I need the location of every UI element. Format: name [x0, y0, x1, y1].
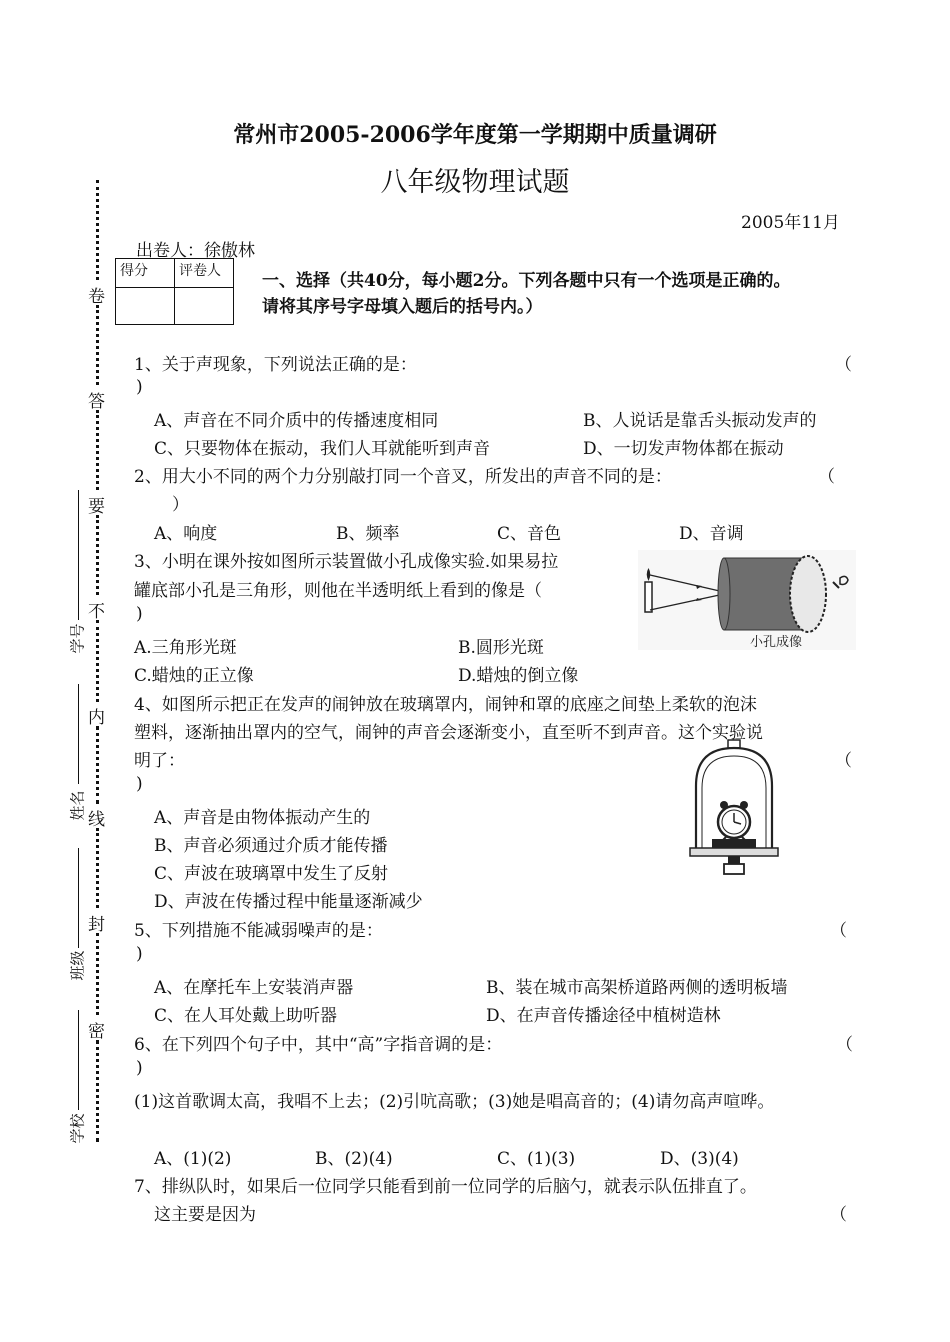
field-student-id[interactable] [78, 490, 79, 620]
binding-char: 要 [88, 497, 105, 517]
q1-stem: 1、关于声现象，下列说法正确的是： [134, 355, 417, 375]
dotted-line [96, 828, 99, 908]
q6-option-d[interactable]: D、(3)(4) [660, 1149, 739, 1169]
label-school: 学校 [68, 1113, 87, 1144]
q3-paren-close: ) [136, 604, 143, 624]
binding-char: 密 [88, 1022, 105, 1042]
bell-jar-figure [688, 738, 780, 878]
q5-option-d[interactable]: D、在声音传播途径中植树造林 [486, 1006, 721, 1026]
dotted-line [96, 305, 99, 385]
binding-char: 封 [88, 915, 105, 935]
q6-paren-open: （ [836, 1035, 853, 1055]
dotted-line [96, 726, 99, 804]
q4-paren-open: （ [835, 751, 852, 771]
label-name: 姓名 [68, 790, 87, 821]
q3-option-d[interactable]: D.蜡烛的倒立像 [458, 666, 579, 686]
q4-option-b[interactable]: B、声音必须通过介质才能传播 [154, 836, 388, 856]
label-class: 班级 [68, 950, 87, 981]
q6-stem: 6、在下列四个句子中，其中“高”字指音调的是： [134, 1035, 503, 1055]
q3-option-a[interactable]: A.三角形光斑 [134, 638, 237, 658]
q4-stem-line1: 4、如图所示把正在发声的闹钟放在玻璃罩内，闹钟和罩的底座之间垫上柔软的泡沫 [134, 695, 757, 715]
q2-option-b[interactable]: B、频率 [336, 524, 400, 544]
q1-option-d[interactable]: D、一切发声物体都在振动 [583, 439, 784, 459]
dotted-line [96, 410, 99, 490]
bell-jar-diagram [688, 738, 780, 878]
pinhole-caption: 小孔成像 [749, 635, 803, 650]
grader-header: 评卷人 [175, 259, 234, 288]
q7-stem-line1: 7、排纵队时，如果后一位同学只能看到前一位同学的后脑勺，就表示队伍排直了。 [134, 1177, 757, 1197]
q4-paren-close: ) [136, 774, 143, 794]
binding-char: 不 [88, 602, 105, 622]
field-school[interactable] [78, 1010, 79, 1110]
section-heading-line2: 请将其序号字母填入题后的括号内。） [262, 297, 543, 317]
dotted-line [96, 620, 99, 702]
q1-option-b[interactable]: B、人说话是靠舌头振动发声的 [583, 411, 817, 431]
score-table [115, 258, 234, 325]
q5-option-b[interactable]: B、装在城市高架桥道路两侧的透明板墙 [486, 978, 788, 998]
q3-option-b[interactable]: B.圆形光斑 [458, 638, 544, 658]
field-class[interactable] [78, 848, 79, 948]
q4-option-c[interactable]: C、声波在玻璃罩中发生了反射 [154, 864, 389, 884]
q3-stem-line2: 罐底部小孔是三角形，则他在半透明纸上看到的像是（ [134, 581, 542, 601]
q4-stem-line2: 塑料，逐渐抽出罩内的空气，闹钟的声音会逐渐变小，直至听不到声音。这个实验说 [134, 723, 763, 743]
q6-option-a[interactable]: A、(1)(2) [154, 1149, 232, 1169]
q5-option-c[interactable]: C、在人耳处戴上助听器 [154, 1006, 338, 1026]
dotted-line [96, 515, 99, 595]
q4-stem-line3: 明了： [134, 751, 185, 771]
q2-option-a[interactable]: A、响度 [154, 524, 218, 544]
exam-title: 常州市2005-2006学年度第一学期期中质量调研 [233, 122, 717, 148]
q1-option-a[interactable]: A、声音在不同介质中的传播速度相同 [154, 411, 439, 431]
q2-option-d[interactable]: D、音调 [679, 524, 744, 544]
q4-option-d[interactable]: D、声波在传播过程中能量逐渐减少 [154, 892, 423, 912]
grader-cell[interactable] [175, 288, 234, 325]
dotted-line [96, 180, 99, 280]
binding-char: 答 [88, 392, 105, 412]
q3-stem-line1: 3、小明在课外按如图所示装置做小孔成像实验.如果易拉 [134, 552, 559, 572]
q1-paren-close: ) [136, 377, 143, 397]
binding-char: 线 [88, 810, 105, 830]
q5-paren-close: ) [136, 944, 143, 964]
q5-option-a[interactable]: A、在摩托车上安装消声器 [154, 978, 354, 998]
q5-paren-open: （ [830, 921, 847, 941]
q2-paren-open: （ [818, 467, 835, 487]
pinhole-figure [636, 548, 858, 652]
q4-option-a[interactable]: A、声音是由物体振动产生的 [154, 808, 371, 828]
q2-paren-close: ） [172, 495, 189, 515]
score-header: 得分 [116, 259, 175, 288]
q2-option-c[interactable]: C、音色 [497, 524, 562, 544]
binding-char: 卷 [88, 287, 105, 307]
field-name[interactable] [78, 684, 79, 784]
section-heading: 一、选择（共40分，每小题2分。下列各题中只有一个选项是正确的。 [262, 271, 791, 291]
q3-option-c[interactable]: C.蜡烛的正立像 [134, 666, 254, 686]
label-student-id: 学号 [68, 623, 87, 654]
q7-stem-line2: 这主要是因为 [154, 1205, 256, 1225]
exam-subtitle: 八年级物理试题 [380, 167, 570, 198]
exam-author: 出卷人：徐傲林 [136, 241, 255, 261]
q1-paren-open: （ [835, 355, 852, 375]
dotted-line [96, 933, 99, 1015]
score-cell[interactable] [116, 288, 175, 325]
exam-date: 2005年11月 [741, 213, 840, 233]
q6-option-b[interactable]: B、(2)(4) [315, 1149, 393, 1169]
dotted-line [96, 1040, 99, 1142]
q6-paren-close: ) [136, 1058, 143, 1078]
q5-stem: 5、下列措施不能减弱噪声的是： [134, 921, 383, 941]
q2-stem: 2、用大小不同的两个力分别敲打同一个音叉，所发出的声音不同的是： [134, 467, 672, 487]
pinhole-diagram [636, 548, 858, 652]
q1-option-c[interactable]: C、只要物体在振动，我们人耳就能听到声音 [154, 439, 491, 459]
q6-option-c[interactable]: C、(1)(3) [497, 1149, 576, 1169]
q6-sentences: (1)这首歌调太高，我唱不上去；(2)引吭高歌；(3)她是唱高音的；(4)请勿高声喧哗。 [134, 1092, 775, 1112]
binding-char: 内 [88, 708, 105, 728]
q7-paren-open: （ [830, 1205, 847, 1225]
